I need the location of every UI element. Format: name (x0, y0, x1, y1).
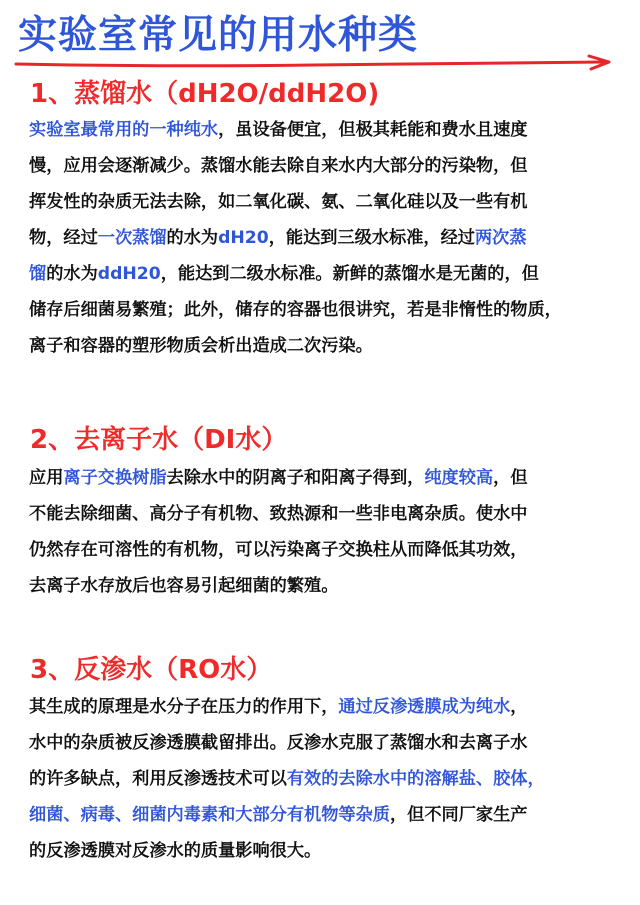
section-paragraph (29, 112, 562, 364)
body-text: 挥发性的杂质无法去除，如二氧化碳、氨、二氧化硅以及一些有机 (29, 192, 528, 212)
section-heading: 2、去离子水（DI水） (30, 425, 288, 455)
highlighted-text: 纯度较高 (424, 468, 494, 488)
section-paragraph (29, 689, 545, 869)
body-text: 其生成的原理是水分子在压力的作用下， (29, 697, 339, 717)
paragraph-line (29, 148, 562, 184)
body-text: 的水为 (46, 264, 98, 284)
paragraph-line (29, 292, 562, 328)
paragraph-line (29, 496, 528, 532)
paragraph-line (29, 761, 545, 797)
body-text: 物，经过 (29, 228, 98, 248)
body-text: 储存后细菌易繁殖；此外，储存的容器也很讲究，若是非惰性的物质， (29, 300, 562, 320)
body-text: 离子和容器的塑形物质会析出造成二次污染。 (29, 336, 373, 356)
paragraph-line (29, 460, 528, 496)
paragraph-line (29, 833, 545, 869)
body-text: 不能去除细菌、高分子有机物、致热源和一些非电离杂质。使水中 (29, 504, 528, 524)
paragraph-line (29, 532, 528, 568)
body-text: 仍然存在可溶性的有机物，可以污染离子交换柱从而降低其功效， (29, 540, 528, 560)
paragraph-line (29, 220, 562, 256)
body-text: 应用 (29, 468, 64, 488)
body-text: 去离子水存放后也容易引起细菌的繁殖。 (29, 576, 339, 596)
section-heading: 1、蒸馏水（dH2O/ddH2O) (30, 79, 380, 109)
title-block (14, 8, 624, 70)
highlighted-text: dH20 (218, 228, 269, 248)
page-title: 实验室常见的用水种类 (18, 13, 419, 58)
highlighted-text: 离子交换树脂 (63, 468, 167, 488)
highlighted-text: ddH20 (97, 264, 161, 284)
section-paragraph (29, 460, 528, 604)
paragraph-line (29, 328, 562, 364)
highlighted-text: 两次蒸 (474, 228, 527, 248)
highlighted-text: 通过反渗透膜成为纯水 (338, 697, 511, 717)
highlighted-text: 有效的去除水中的溶解盐、胶体， (286, 769, 545, 789)
body-text: ，能达到二级水标准。新鲜的蒸馏水是无菌的，但 (160, 264, 539, 284)
body-text: 的水为 (166, 228, 219, 248)
highlighted-text: 馏 (29, 264, 47, 284)
body-text: ， (510, 697, 528, 717)
highlighted-text: 一次蒸馏 (97, 228, 167, 248)
body-text: ，虽设备便宜，但极其耗能和费水且速度 (218, 120, 528, 140)
body-text: 慢，应用会逐渐减少。蒸馏水能去除自来水内大部分的污染物，但 (29, 156, 528, 176)
highlighted-text: 实验室最常用的一种纯水 (29, 120, 219, 140)
body-text: 水中的杂质被反渗透膜截留排出。反渗水克服了蒸馏水和去离子水 (29, 733, 528, 753)
paragraph-line (29, 725, 545, 761)
highlighted-text: 细菌、病毒、细菌内毒素和大部分有机物等杂质 (29, 805, 390, 825)
underline-stroke (16, 62, 604, 66)
body-text: 去除水中的阴离子和阳离子得到， (166, 468, 425, 488)
section-heading: 3、反渗水（RO水） (30, 655, 273, 685)
paragraph-line (29, 112, 562, 148)
paragraph-line (29, 184, 562, 220)
paragraph-line (29, 689, 545, 725)
paragraph-line (29, 568, 528, 604)
body-text: ，但 (493, 468, 528, 488)
paragraph-line (29, 256, 562, 292)
body-text: ，但不同厂家生产 (389, 805, 528, 825)
paragraph-line (29, 797, 545, 833)
body-text: 的反渗透膜对反渗水的质量影响很大。 (29, 841, 322, 861)
body-text: ，能达到三级水标准，经过 (268, 228, 475, 248)
red-underline-arrow (14, 52, 614, 76)
body-text: 的许多缺点，利用反渗透技术可以 (29, 769, 287, 789)
